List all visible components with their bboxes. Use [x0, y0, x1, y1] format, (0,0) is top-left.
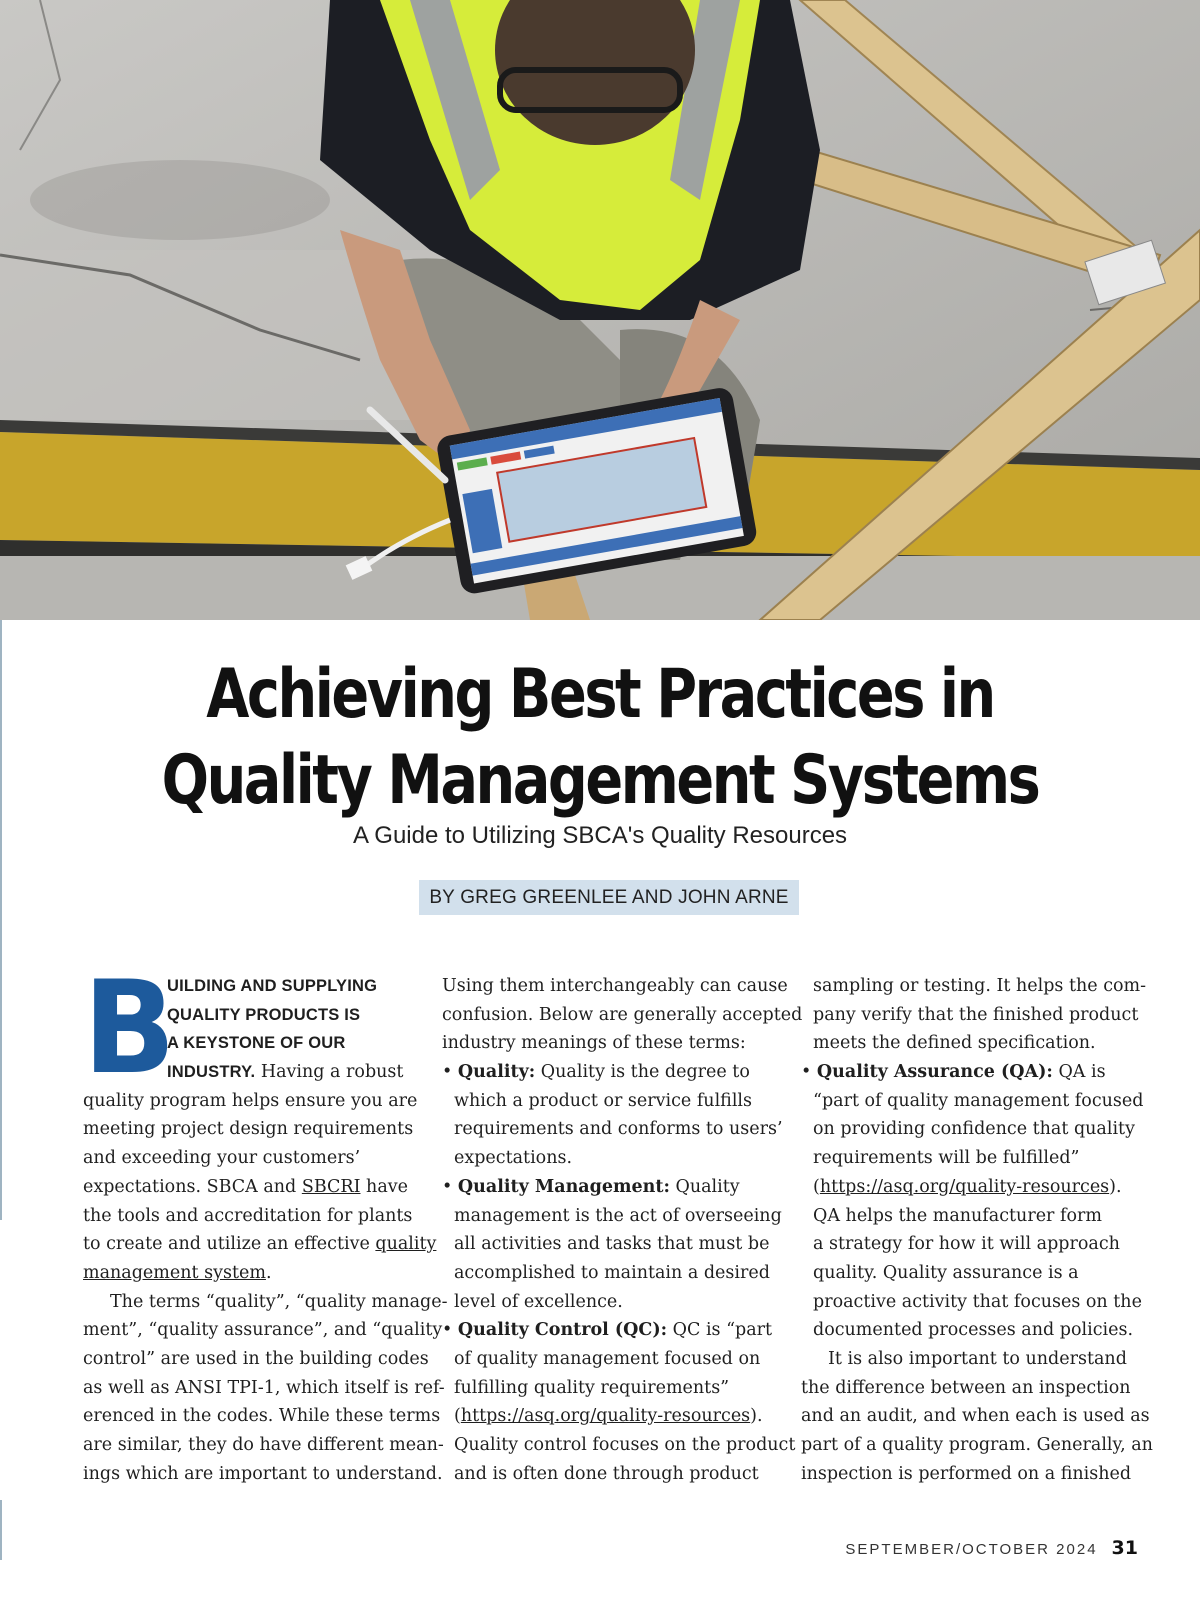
asq-link[interactable]: https://asq.org/quality-resources	[460, 1406, 751, 1427]
lead-in: INDUSTRY.	[167, 1063, 256, 1082]
text-line: quality program helps ensure you are	[83, 1090, 418, 1111]
text-line: a strategy for how it will approach	[813, 1234, 1120, 1255]
text-span: QA is	[1052, 1062, 1106, 1083]
text-line: and an audit, and when each is used as	[801, 1406, 1150, 1427]
text-line: It is also important to understand	[828, 1348, 1127, 1369]
text-span: (	[454, 1406, 461, 1427]
term: Quality:	[457, 1062, 536, 1083]
text-line: level of excellence.	[454, 1291, 623, 1312]
article-title	[108, 652, 1092, 824]
qms-link[interactable]: management system	[83, 1262, 266, 1283]
text-line: proactive activity that focuses on the	[813, 1291, 1142, 1312]
bullet-icon: •	[442, 1062, 453, 1083]
column-1	[83, 954, 448, 1488]
byline: BY GREG GREENLEE AND JOHN ARNE	[419, 880, 799, 915]
text-line: inspection is performed on a finished	[801, 1463, 1132, 1484]
text-line: QA helps the manufacturer form	[813, 1205, 1102, 1226]
sbcri-link[interactable]: SBCRI	[301, 1176, 361, 1197]
text-line: of quality management focused on	[454, 1348, 761, 1369]
bullet-icon: •	[801, 1062, 812, 1083]
text-line: management is the act of overseeing	[454, 1205, 782, 1226]
text-line: ment”, “quality assurance”, and “quality	[83, 1320, 443, 1341]
text-line: Using them interchangeably can cause	[442, 976, 788, 996]
text-line: are similar, they do have different mean-	[83, 1435, 444, 1455]
text-line: confusion. Below are generally accepted	[442, 1004, 803, 1025]
text-line: accomplished to maintain a desired	[454, 1262, 770, 1283]
text-line	[442, 1402, 778, 1431]
text-span: Having a robust	[255, 1062, 404, 1083]
text-line: QUALITY PRODUCTS IS	[167, 1005, 361, 1024]
drop-cap: B	[83, 954, 176, 1103]
bullet-item	[442, 1316, 778, 1345]
text-line: control” are used in the building codes	[83, 1348, 429, 1369]
qms-link[interactable]: quality	[375, 1234, 437, 1255]
text-line: requirements and conforms to users’	[454, 1119, 783, 1140]
text-line: Quality control focuses on the product	[454, 1435, 796, 1455]
text-span: (	[813, 1176, 820, 1197]
text-span: Quality	[669, 1176, 740, 1197]
text-line: expectations.	[454, 1148, 573, 1169]
text-line: meets the defined specification.	[813, 1033, 1096, 1054]
title-line-1: Achieving Best Practices in	[206, 655, 994, 734]
term: Quality Control (QC):	[457, 1320, 668, 1341]
bullet-item	[442, 1058, 778, 1087]
article-subtitle: A Guide to Utilizing SBCA's Quality Resources	[352, 822, 848, 849]
text-span: Quality is the degree to	[535, 1062, 750, 1083]
text-span: QC is “part	[667, 1320, 773, 1341]
text-line: and is often done through product	[454, 1463, 759, 1484]
text-line: UILDING AND SUPPLYING	[167, 977, 378, 995]
text-line	[83, 1173, 418, 1202]
text-line: and exceeding your customers’	[83, 1148, 361, 1169]
text-span: to create and utilize an effective	[83, 1234, 376, 1255]
text-line: pany verify that the finished product	[813, 1004, 1139, 1025]
issue-date: SEPTEMBER/OCTOBER 2024	[845, 1541, 1098, 1558]
hero-illustration	[0, 0, 1200, 620]
bullet-item	[442, 1173, 778, 1202]
text-span: have	[360, 1176, 408, 1197]
term: Quality Assurance (QA):	[816, 1062, 1053, 1083]
bullet-icon: •	[442, 1176, 453, 1197]
bullet-item	[801, 1058, 1131, 1087]
text-line: meeting project design requirements	[83, 1119, 414, 1140]
text-line: quality. Quality assurance is a	[813, 1262, 1079, 1283]
page-footer	[845, 1537, 1138, 1563]
asq-link[interactable]: https://asq.org/quality-resources	[819, 1176, 1110, 1197]
bullet-icon: •	[442, 1320, 453, 1341]
text-line: requirements will be fulfilled”	[813, 1148, 1080, 1169]
text-line	[83, 1230, 437, 1259]
text-span: expectations. SBCA and	[83, 1176, 302, 1197]
text-line: sampling or testing. It helps the com-	[813, 976, 1147, 996]
hero-photo	[0, 0, 1200, 620]
text-span: ).	[1109, 1176, 1122, 1197]
title-line-2: Quality Management Systems	[161, 741, 1039, 820]
text-line	[83, 1259, 418, 1288]
text-line: erenced in the codes. While these terms	[83, 1406, 441, 1427]
text-line: “part of quality management focused	[813, 1090, 1144, 1111]
text-line: all activities and tasks that must be	[454, 1234, 770, 1255]
page-edge-rule	[0, 1500, 2, 1560]
text-line: industry meanings of these terms:	[442, 1033, 746, 1054]
term: Quality Management:	[457, 1176, 670, 1197]
text-line: part of a quality program. Generally, an	[801, 1435, 1153, 1455]
text-line: documented processes and policies.	[813, 1320, 1134, 1341]
text-span: ).	[750, 1406, 763, 1427]
text-line: ings which are important to understand.	[83, 1463, 443, 1484]
page-edge-rule	[0, 620, 2, 1220]
text-line: the difference between an inspection	[801, 1377, 1131, 1398]
column-3	[801, 972, 1153, 1488]
text-line: as well as ANSI TPI-1, which itself is ref-	[83, 1377, 445, 1398]
text-line	[801, 1173, 1131, 1202]
text-span: .	[265, 1262, 272, 1283]
text-line: the tools and accreditation for plants	[83, 1205, 413, 1226]
text-line: on providing confidence that quality	[813, 1119, 1135, 1140]
text-line: A KEYSTONE OF OUR	[167, 1034, 346, 1053]
text-line: The terms “quality”, “quality manage-	[110, 1291, 448, 1312]
text-line: which a product or service fulfills	[454, 1090, 753, 1111]
column-2	[442, 972, 803, 1488]
text-line: fulfilling quality requirements”	[454, 1377, 730, 1398]
page-number: 31	[1111, 1537, 1138, 1559]
